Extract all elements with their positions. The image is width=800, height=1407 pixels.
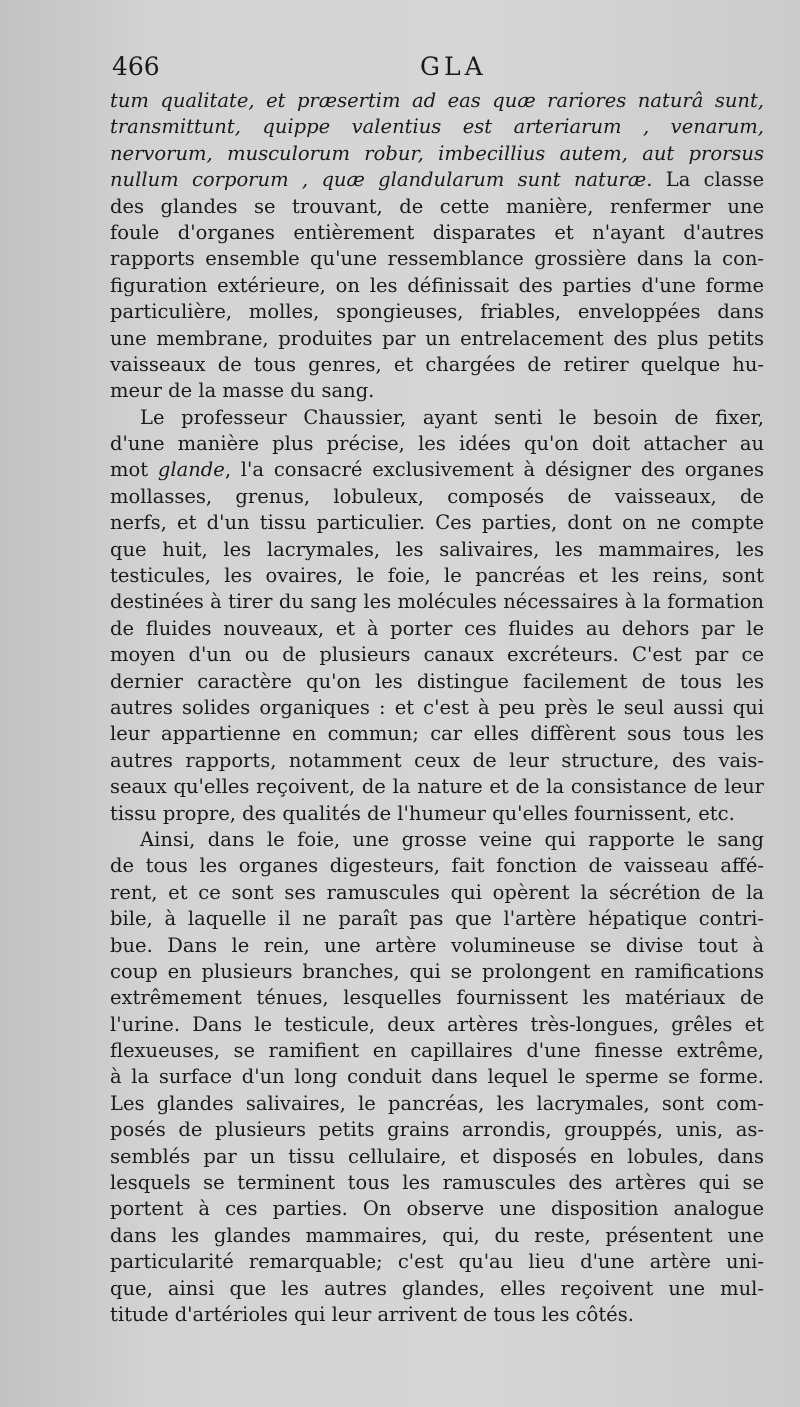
text-line: extrêmement ténues, lesquelles fournissent les matériaux de [110,986,764,1010]
text-line: mollasses, grenus, lobuleux, composés de vaisseaux, de [110,484,764,508]
text-line: d'une manière plus précise, les idées qu'on doit attacher au [110,432,764,456]
text-line: coup en plusieurs branches, qui se prolongent en ramifications [110,959,764,983]
text-line: nervorum, musculorum robur, imbecillius autem, aut prorsus [110,141,764,165]
text-line: autres solides organiques : et c'est à peu près le seul aussi qui [110,695,764,719]
running-head [112,52,764,92]
text-line: vaisseaux de tous genres, et chargées de retirer quelque hu- [110,352,764,376]
text-line: Le professeur Chaussier, ayant senti le besoin de fixer, [140,405,764,429]
text-line: foule d'organes entièrement disparates et n'ayant d'autres [110,220,764,244]
text-line: portent à ces parties. On observe une disposition analogue [110,1197,764,1221]
text-line: particulière, molles, spongieuses, friables, enveloppées dans [110,300,764,324]
text-line: l'urine. Dans le testicule, deux artères très-longues, grêles et [110,1012,764,1036]
text-line: rapports ensemble qu'une ressemblance grossière dans la con- [110,247,764,271]
text-line: dernier caractère qu'on les distingue facilement de tous les [110,669,764,693]
text-line: destinées à tirer du sang les molécules nécessaires à la formation [110,590,764,614]
text-line: moyen d'un ou de plusieurs canaux excréteurs. C'est par ce [110,643,764,667]
roman-span: mot [110,458,158,482]
text-line: seaux qu'elles reçoivent, de la nature et de la consistance de leur [110,775,764,799]
text-line: que, ainsi que les autres glandes, elles reçoivent une mul- [110,1276,764,1300]
text-line: figuration extérieure, on les définissait des parties d'une forme [110,273,764,297]
text-line: titude d'artérioles qui leur arrivent de tous les côtés. [110,1302,634,1326]
text-line: particularité remarquable; c'est qu'au lieu d'une artère uni- [110,1250,764,1274]
text-line: une membrane, produites par un entrelacement des plus petits [110,326,764,350]
text-line: bue. Dans le rein, une artère volumineuse se divise tout à [110,933,764,957]
text-line: tum qualitate, et præsertim ad eas quæ rariores naturâ sunt, [110,89,764,112]
text-line: semblés par un tissu cellulaire, et disposés en lobules, dans [110,1144,764,1168]
page-number: 466 [112,52,160,81]
roman-span: , l'a consacré exclusivement à désigner des organes [224,458,765,482]
text-line: lesquels se terminent tous les ramuscules des artères qui se [110,1171,764,1195]
text-line: transmittunt, quippe valentius est arteriarum , venarum, [110,115,764,139]
text-line: dans les glandes mammaires, qui, du reste, présentent une [110,1223,764,1247]
italic-term: glande [157,458,225,482]
text-line: des glandes se trouvant, de cette manière, renfermer une [110,194,764,218]
text-line: posés de plusieurs petits grains arrondis, grouppés, unis, as- [110,1118,764,1142]
running-title: GLA [420,52,487,81]
italic-span: nullum corporum , quæ glandularum sunt naturæ. [110,168,653,192]
text-line: testicules, les ovaires, le foie, le pancréas et les reins, sont [110,564,764,588]
text-line: autres rapports, notamment ceux de leur structure, des vais- [110,748,764,772]
text-line [110,167,764,193]
text-line: que huit, les lacrymales, les salivaires, les mammaires, les [110,537,764,561]
text-line: nerfs, et d'un tissu particulier. Ces parties, dont on ne compte [110,511,764,535]
text-line: de fluides nouveaux, et à porter ces fluides au dehors par le [110,616,764,640]
text-line: rent, et ce sont ses ramuscules qui opèrent la sécrétion de la [110,880,764,904]
text-line: leur appartienne en commun; car elles diffèrent sous tous les [110,722,764,746]
text-line: tissu propre, des qualités de l'humeur qu'elles fournissent, etc. [110,801,735,825]
text-line [110,457,764,483]
text-line: à la surface d'un long conduit dans lequel le sperme se forme. [110,1065,764,1089]
text-line: flexueuses, se ramifient en capillaires d'une finesse extrême, [110,1039,764,1063]
roman-span: La classe [652,168,765,192]
text-line: bile, à laquelle il ne paraît pas que l'artère hépatique contri- [110,907,764,931]
text-line: Les glandes salivaires, le pancréas, les lacrymales, sont com- [110,1091,764,1115]
text-line: de tous les organes digesteurs, fait fonction de vaisseau affé- [110,854,764,878]
body-text [110,88,764,1328]
text-line: Ainsi, dans le foie, une grosse veine qui rapporte le sang [140,827,764,851]
text-line: meur de la masse du sang. [110,379,375,403]
